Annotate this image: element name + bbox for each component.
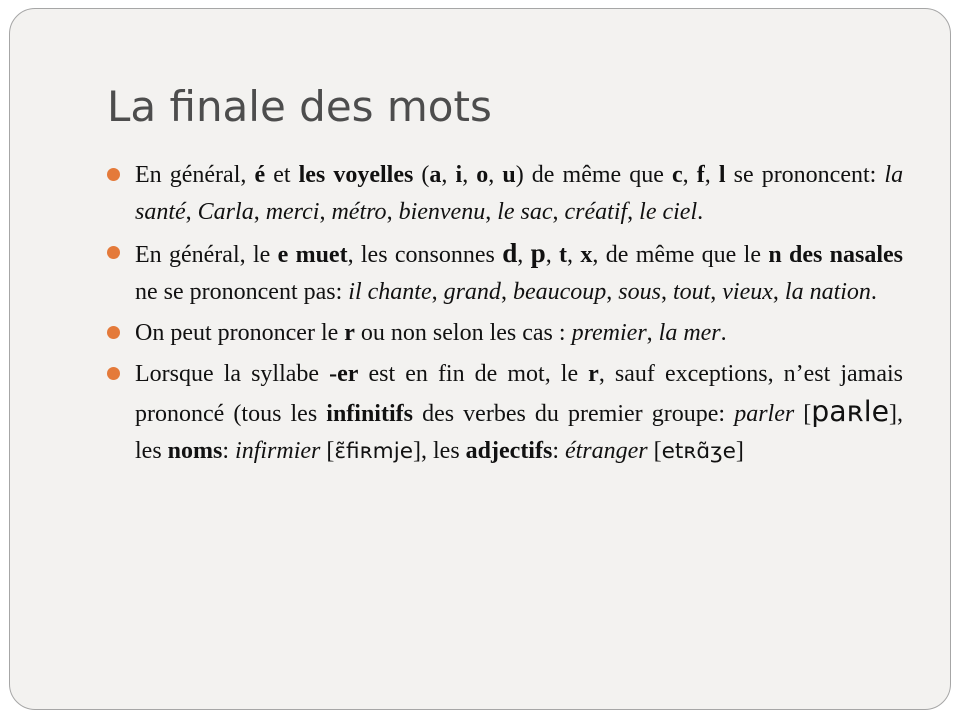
text-segment: ,: [660, 279, 673, 305]
italic-example: vieux: [722, 279, 773, 305]
text-segment: ], les: [413, 438, 466, 464]
text-segment: .: [870, 279, 877, 305]
bold-text: r: [344, 320, 355, 346]
italic-example: Carla: [197, 199, 254, 225]
text-segment: [: [794, 401, 812, 427]
text-segment: est en fin de mot, le: [358, 361, 589, 387]
bullet-item: [107, 157, 903, 231]
bold-text: a: [429, 162, 442, 188]
slide-title: La finale des mots: [107, 82, 492, 131]
phonetic-transcription: paʀle: [811, 395, 889, 428]
italic-example: la mer: [658, 320, 721, 346]
italic-example: beaucoup: [512, 279, 607, 305]
text-segment: se prononcent:: [725, 162, 885, 188]
text-segment: ,: [441, 162, 456, 188]
text-segment: ,: [545, 242, 560, 268]
text-segment: ,: [567, 242, 581, 268]
bold-text: l: [718, 162, 726, 188]
italic-example: il chante: [348, 279, 432, 305]
text-segment: ne se prononcent pas:: [135, 279, 349, 305]
text-segment: et: [265, 162, 299, 188]
text-segment: ,: [253, 199, 266, 225]
italic-example: tout: [672, 279, 711, 305]
italic-example: le ciel: [639, 199, 698, 225]
bold-text: infinitifs: [326, 401, 413, 427]
bold-text: o: [476, 162, 489, 188]
italic-example: grand: [443, 279, 501, 305]
italic-example: parler: [734, 401, 795, 427]
bullet-dot-icon: [107, 326, 120, 339]
text-segment: ou non selon les cas :: [354, 320, 572, 346]
text-segment: :: [552, 438, 565, 464]
italic-example: merci: [265, 199, 320, 225]
text-segment: ,: [772, 279, 785, 305]
italic-example: métro: [331, 199, 387, 225]
text-segment: ,: [627, 199, 640, 225]
text-segment: :: [222, 438, 236, 464]
text-segment: ) de même que: [515, 162, 673, 188]
text-segment: ,: [485, 199, 498, 225]
text-segment: ,: [704, 162, 719, 188]
phonetic-transcription: ɛ̃fiʀmje: [334, 439, 414, 464]
bold-text: f: [696, 162, 705, 188]
text-segment: , de même que le: [592, 242, 769, 268]
text-segment: ,: [462, 162, 477, 188]
bullet-dot-icon: [107, 246, 120, 259]
bold-text: r: [588, 361, 599, 387]
bold-text: n des nasales: [768, 242, 904, 268]
bullet-dot-icon: [107, 367, 120, 380]
text-segment: ,: [682, 162, 697, 188]
text-segment: ,: [386, 199, 399, 225]
phonetic-transcription: etʀɑ̃ʒe: [661, 439, 736, 464]
italic-example: le sac: [497, 199, 553, 225]
text-segment: ]: [735, 438, 744, 464]
text-segment: .: [697, 199, 704, 225]
text-segment: [: [647, 438, 662, 464]
text-segment: ], les: [135, 401, 903, 464]
italic-example: la santé: [135, 162, 904, 225]
text-segment: En général, le: [135, 242, 278, 268]
italic-example: bienvenu: [398, 199, 486, 225]
text-segment: des verbes du premier groupe:: [412, 401, 735, 427]
text-segment: On peut prononcer le: [135, 320, 345, 346]
bold-text: é: [254, 162, 266, 188]
bullet-item: [107, 235, 903, 311]
text-segment: , les consonnes: [347, 242, 503, 268]
italic-example: la nation: [784, 279, 871, 305]
text-segment: ,: [431, 279, 444, 305]
text-segment: ,: [552, 199, 565, 225]
text-segment: Lorsque la syllabe: [135, 361, 330, 387]
text-segment: [: [320, 438, 335, 464]
bullet-item: [107, 315, 903, 352]
italic-example: infirmier: [235, 438, 321, 464]
bold-text: noms: [167, 438, 223, 464]
text-segment: ,: [517, 242, 531, 268]
bold-text: c: [672, 162, 683, 188]
bold-text: e muet: [277, 242, 348, 268]
text-segment: , sauf exceptions, n’est jamais prononcé (tous les: [135, 361, 904, 427]
text-segment: ,: [488, 162, 503, 188]
text-segment: ,: [646, 320, 659, 346]
bold-text: x: [580, 242, 593, 268]
text-segment: ,: [500, 279, 513, 305]
text-segment: En général,: [135, 162, 255, 188]
bold-text: adjectifs: [465, 438, 553, 464]
text-segment: (: [413, 162, 430, 188]
bullet-item: [107, 356, 903, 470]
text-segment: ,: [319, 199, 332, 225]
bold-text: p: [530, 238, 546, 268]
bold-text: d: [502, 238, 518, 268]
bold-text: -er: [329, 361, 359, 387]
bold-text: i: [455, 162, 463, 188]
text-segment: ,: [606, 279, 619, 305]
bold-text: les voyelles: [298, 162, 414, 188]
text-segment: ,: [185, 199, 198, 225]
italic-example: créatif: [564, 199, 628, 225]
text-segment: ,: [710, 279, 723, 305]
bullet-dot-icon: [107, 168, 120, 181]
text-segment: .: [720, 320, 727, 346]
italic-example: sous: [618, 279, 661, 305]
bold-text: u: [502, 162, 516, 188]
italic-example: premier: [571, 320, 647, 346]
bullet-list: [107, 157, 903, 470]
italic-example: étranger: [564, 438, 648, 464]
bold-text: t: [559, 242, 568, 268]
